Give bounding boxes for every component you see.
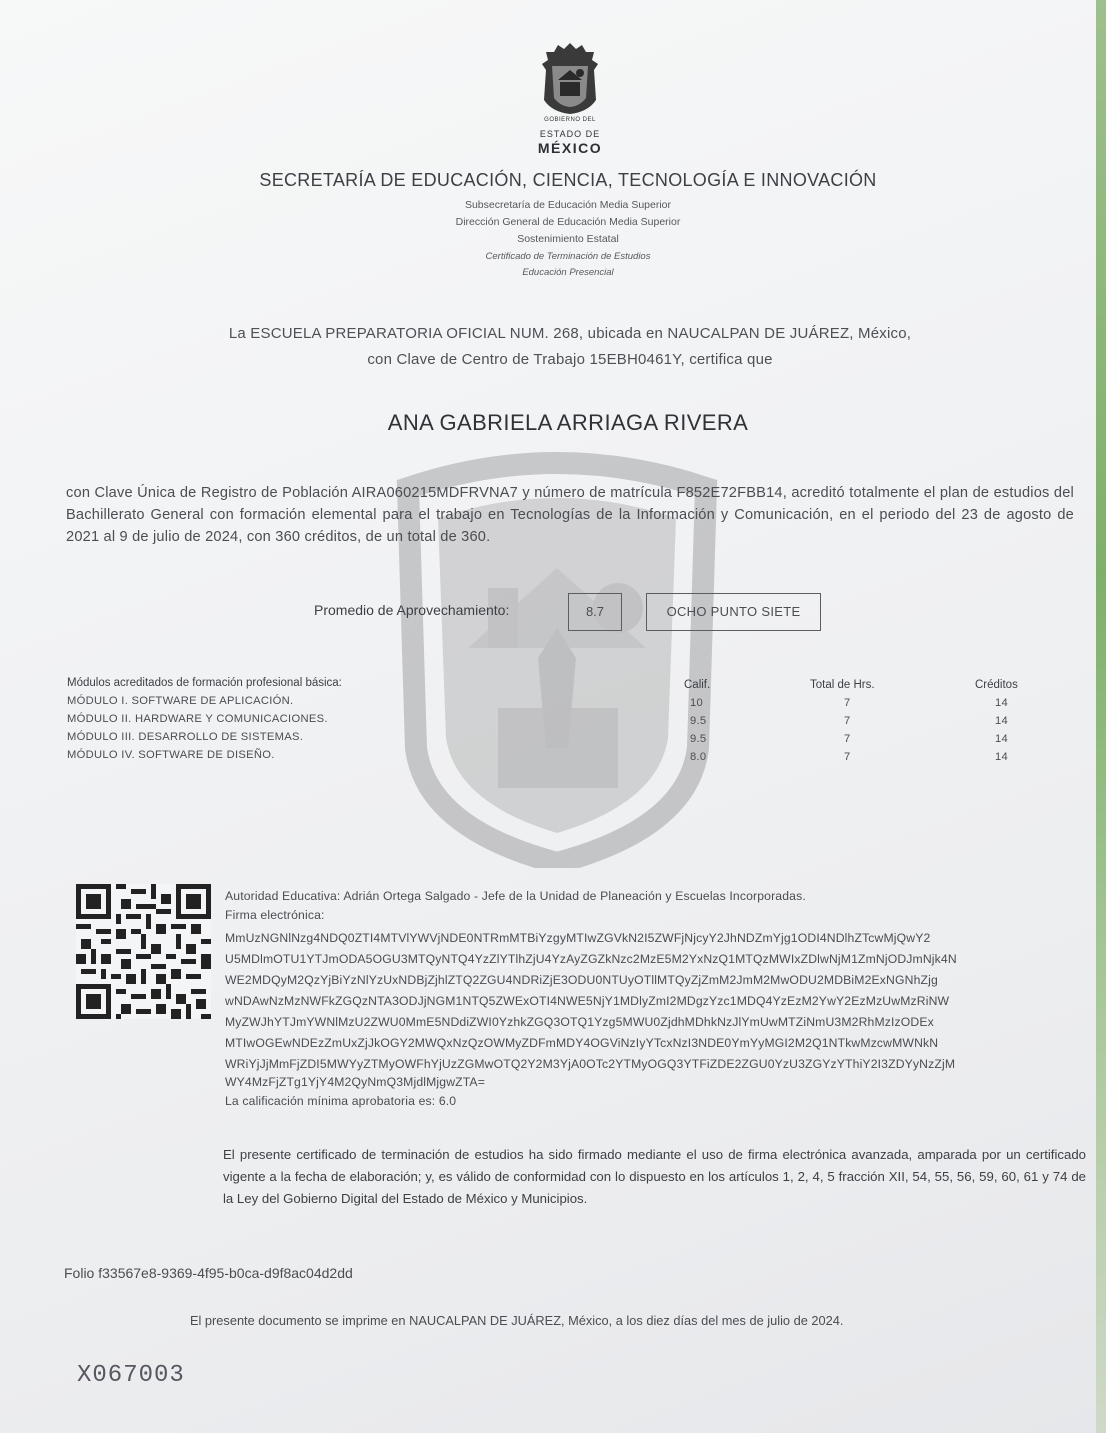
serial-code: X067003 — [77, 1362, 185, 1389]
average-label: Promedio de Aprovechamiento: — [314, 602, 510, 618]
school-intro-line: La ESCUELA PREPARATORIA OFICIAL NUM. 268, ubicada en NAUCALPAN DE JUÁREZ, México, — [228, 325, 912, 342]
signature-hash-line: MTIwOGEwNDEzZmUxZjJkOGY2MWQxNzQzOWMyZDFmMDY4OGViNzIyYTcxNzI3NDE0YmYyMGI2M2Q1NTkwMzcwMWNkN — [225, 1036, 939, 1050]
module-grade: 8.0 — [690, 751, 707, 763]
certificate-type-line: Certificado de Terminación de Estudios — [485, 251, 651, 262]
gov-label-small: GOBIERNO DEL — [544, 117, 596, 123]
module-hours: 7 — [844, 697, 851, 709]
school-key-line: con Clave de Centro de Trabajo 15EBH0461Y, certifica que — [367, 351, 773, 368]
modules-title: Módulos acreditados de formación profesional básica: — [67, 677, 342, 689]
module-name: MÓDULO III. DESARROLLO DE SISTEMAS. — [67, 731, 304, 743]
module-grade: 9.5 — [690, 715, 707, 727]
gov-label-state: ESTADO DE — [539, 129, 601, 139]
authority-line: Autoridad Educativa: Adrián Ortega Salgado - Jefe de la Unidad de Planeación y Escuelas Incorporadas. — [225, 889, 806, 903]
legal-paragraph: El presente certificado de terminación de estudios ha sido firmado mediante el uso de firma electrónica avanzada, amparada por un certificado vigente a la fecha de elaboración; y, es válido de conformidad con lo dispuesto en los artículos 1, 2, 4, 5 fracción XII, 54, 55, 56, 59, 60, 61 y 74 de la Ley del Gobierno Digital del Estado de México y Municipios. — [223, 1147, 1086, 1206]
col-grade-header: Calif. — [684, 679, 711, 691]
average-value-box: 8.7 — [568, 593, 622, 631]
module-hours: 7 — [844, 751, 851, 763]
signature-hash-line: wNDAwNzMzNWFkZGQzNTA3ODJjNGM1NTQ5ZWExOTI4NWE5NjY1MDlyZmI2MDgzYzc1MDQ4YzEzM2YwY2EzMzUwMzRiNW — [225, 994, 950, 1008]
average-words-box: OCHO PUNTO SIETE — [646, 593, 821, 631]
min-grade-line: La calificación mínima aprobatoria es: 6.0 — [225, 1094, 457, 1108]
state-emblem-icon — [536, 40, 604, 115]
student-name: ANA GABRIELA ARRIAGA RIVERA — [387, 410, 749, 435]
subsecretaria-line: Subsecretaría de Educación Media Superior — [464, 199, 672, 211]
module-name: MÓDULO II. HARDWARE Y COMUNICACIONES. — [67, 713, 328, 725]
signature-label: Firma electrónica: — [225, 908, 325, 922]
col-credits-header: Créditos — [975, 679, 1018, 691]
signature-hash-line: MyZWJhYTJmYWNlMzU2ZWU0MmE5NDdiZWI0YzhkZGQ3OTQ1Yzg5MWU0ZjdhMDhkNzJlYmUwMTZiNmU3M2RhMzIzODEx — [225, 1015, 934, 1029]
module-credits: 14 — [995, 697, 1009, 709]
signature-hash-line: U5MDlmOTU1YTJmODA5OGU3MTQyNTQ4YzZlYTlhZjU4YzAyZGZkNzc2MzE5M2YxNzQ1MTQzMWIxZDlwNjM1ZmNjODJmNjk4N — [225, 952, 957, 966]
module-grade: 10 — [690, 697, 704, 709]
module-credits: 14 — [995, 715, 1009, 727]
gov-label-country: MÉXICO — [537, 140, 603, 156]
module-hours: 7 — [844, 733, 851, 745]
print-location-date: El presente documento se imprime en NAUCALPAN DE JUÁREZ, México, a los diez días del mes de julio de 2024. — [190, 1313, 844, 1328]
signature-hash-line: WY4MzFjZTg1YjY4M2QyNmQ3MjdlMjgwZTA= — [225, 1075, 485, 1089]
module-credits: 14 — [995, 751, 1009, 763]
module-credits: 14 — [995, 733, 1009, 745]
module-hours: 7 — [844, 715, 851, 727]
certification-paragraph: con Clave Única de Registro de Población AIRA060215MDFRVNA7 y número de matrícula F852E72FBB14, acreditó totalmente el plan de estudios del Bachillerato General con formación elemental para el trabajo en Tecnologías de la Información y Comunicación, en el periodo del 23 de agosto de 2021 al 9 de julio de 2024, con 360 créditos, de un total de 360. — [66, 485, 1074, 545]
col-hours-header: Total de Hrs. — [810, 679, 875, 691]
qr-code-icon[interactable] — [76, 884, 211, 1019]
signature-hash-line: WE2MDQyM2QzYjBiYzNlYzUxNDBjZjhlZTQ2ZGU4NDRiZjE3ODU0NTUyOTllMTQyZjZmM2JmM2MwODU2MDBiM2ExNGNhZjg — [225, 973, 938, 987]
signature-hash-line: MmUzNGNlNzg4NDQ0ZTI4MTVlYWVjNDE0NTRmMTBiYzgyMTIwZGVkN2I5ZWFjNjcyY2JhNDZmYjg1ODI4NDlhZTcwMjQwY2 — [225, 931, 931, 945]
folio-number: Folio f33567e8-9369-4f95-b0ca-d9f8ac04d2dd — [64, 1265, 353, 1281]
module-name: MÓDULO IV. SOFTWARE DE DISEÑO. — [67, 749, 275, 761]
signature-hash-line: WRiYjJjMmFjZDI5MWYyZTMyOWFhYjUzZGMwOTQ2Y2M3YjA0OTc2YTMyOGQ3YTFiZDE2ZGU0YzU3ZGYzYThiY2I3ZDYyNzZjM — [225, 1057, 956, 1071]
module-name: MÓDULO I. SOFTWARE DE APLICACIÓN. — [67, 695, 294, 707]
modality-line: Educación Presencial — [522, 267, 614, 278]
sostenimiento-line: Sostenimiento Estatal — [517, 233, 619, 245]
module-grade: 9.5 — [690, 733, 707, 745]
secretaria-title: SECRETARÍA DE EDUCACIÓN, CIENCIA, TECNOLOGÍA E INNOVACIÓN — [259, 170, 877, 190]
direccion-line: Dirección General de Educación Media Superior — [455, 216, 681, 228]
